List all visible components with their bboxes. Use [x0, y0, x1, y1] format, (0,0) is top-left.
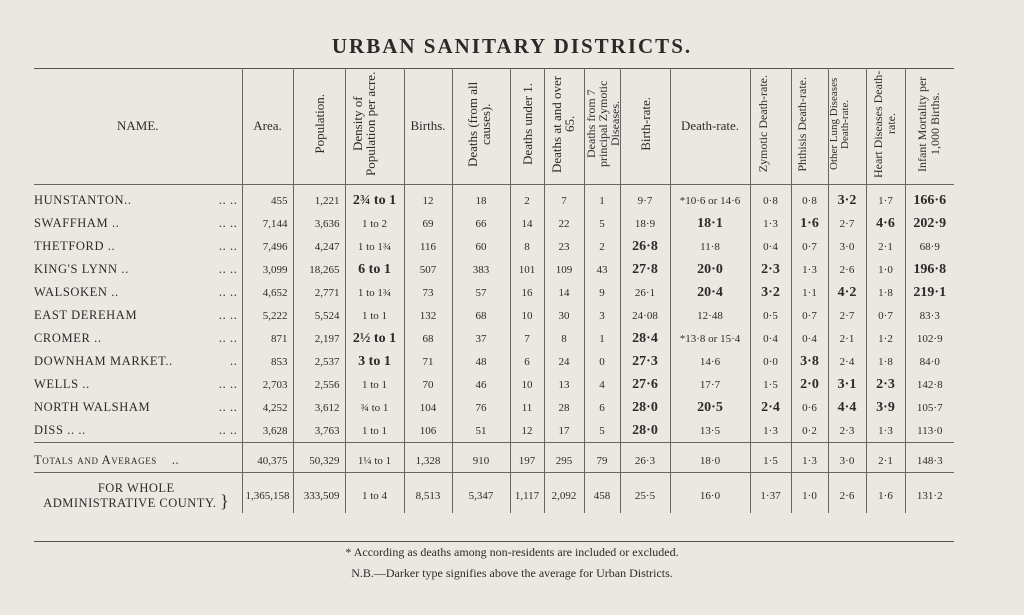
county-death-rate: 16·0 [670, 479, 750, 513]
cell-population: 3,612 [293, 396, 345, 419]
col-header-deaths-all: Deaths (from all causes). [452, 68, 510, 185]
bottom-rule [34, 541, 954, 542]
cell-infant: 166·6 [905, 189, 954, 212]
cell-deaths-under1: 11 [510, 396, 544, 419]
cell-population: 2,771 [293, 281, 345, 304]
totals-deaths-all: 910 [452, 449, 510, 473]
cell-phthisis-rate: 1·3 [791, 258, 828, 281]
cell-death-rate: 11·8 [670, 235, 750, 258]
cell-infant: 142·8 [905, 373, 954, 396]
district-name: EAST DEREHAM .. .. [34, 308, 238, 322]
table-row [34, 212, 954, 235]
cell-deaths-under1: 16 [510, 281, 544, 304]
cell-phthisis-rate: 1·6 [791, 212, 828, 235]
cell-deaths-under1: 14 [510, 212, 544, 235]
cell-lung-rate: 4·4 [828, 396, 866, 419]
cell-area: 2,703 [242, 373, 293, 396]
cell-deaths-over65: 23 [544, 235, 584, 258]
cell-area: 871 [242, 327, 293, 350]
cell-deaths-zymotic: 6 [584, 396, 620, 419]
cell-population: 2,197 [293, 327, 345, 350]
county-row [34, 479, 954, 513]
cell-infant: 219·1 [905, 281, 954, 304]
cell-births: 116 [404, 235, 452, 258]
cell-population: 4,247 [293, 235, 345, 258]
cell-deaths-under1: 8 [510, 235, 544, 258]
cell-population: 1,221 [293, 189, 345, 212]
county-infant: 131·2 [905, 479, 954, 513]
cell-density: 2¾ to 1 [345, 189, 404, 212]
cell-births: 71 [404, 350, 452, 373]
totals-infant: 148·3 [905, 449, 954, 473]
cell-heart-rate: 4·6 [866, 212, 905, 235]
cell-birth-rate: 27·6 [620, 373, 670, 396]
cell-zymotic-rate: 1·3 [750, 419, 791, 443]
cell-heart-rate: 1·2 [866, 327, 905, 350]
footnote-asterisk: * According as deaths among non-residents are included or excluded. [345, 545, 679, 559]
cell-population: 3,636 [293, 212, 345, 235]
cell-births: 73 [404, 281, 452, 304]
cell-deaths-zymotic: 5 [584, 212, 620, 235]
cell-zymotic-rate: 2·3 [750, 258, 791, 281]
col-header-deaths-zymotic: Deaths from 7 principal Zymotic Diseases. [584, 68, 620, 185]
cell-deaths-under1: 12 [510, 419, 544, 443]
cell-deaths-zymotic: 3 [584, 304, 620, 327]
cell-birth-rate: 24·08 [620, 304, 670, 327]
district-name: WELLS .. .. .. [34, 377, 238, 391]
cell-heart-rate: 1·8 [866, 350, 905, 373]
table-row [34, 419, 954, 443]
cell-phthisis-rate: 0·8 [791, 189, 828, 212]
cell-deaths-over65: 24 [544, 350, 584, 373]
totals-lung-rate: 3·0 [828, 449, 866, 473]
cell-zymotic-rate: 0·4 [750, 235, 791, 258]
county-heart-rate: 1·6 [866, 479, 905, 513]
totals-zymotic-rate: 1·5 [750, 449, 791, 473]
table-row [34, 189, 954, 212]
cell-density: 1 to 1 [345, 419, 404, 443]
cell-deaths-under1: 6 [510, 350, 544, 373]
cell-zymotic-rate: 1·3 [750, 212, 791, 235]
county-density: 1 to 4 [345, 479, 404, 513]
cell-heart-rate: 1·3 [866, 419, 905, 443]
table-row [34, 396, 954, 419]
cell-deaths-over65: 30 [544, 304, 584, 327]
cell-population: 3,763 [293, 419, 345, 443]
cell-density: 1 to 1¾ [345, 281, 404, 304]
col-header-deaths-under1: Deaths under 1. [510, 68, 544, 185]
district-name: WALSOKEN .. .. .. [34, 285, 238, 299]
cell-deaths-all: 18 [452, 189, 510, 212]
col-header-death-rate: Death-rate. [670, 68, 750, 185]
cell-area: 853 [242, 350, 293, 373]
cell-density: ¾ to 1 [345, 396, 404, 419]
cell-death-rate: *10·6 or 14·6 [670, 189, 750, 212]
cell-population: 5,524 [293, 304, 345, 327]
cell-deaths-over65: 8 [544, 327, 584, 350]
district-name: DISS .. .. .. .. [34, 423, 238, 437]
cell-infant: 68·9 [905, 235, 954, 258]
cell-deaths-all: 37 [452, 327, 510, 350]
cell-death-rate: 18·1 [670, 212, 750, 235]
totals-heart-rate: 2·1 [866, 449, 905, 473]
cell-deaths-over65: 28 [544, 396, 584, 419]
cell-births: 12 [404, 189, 452, 212]
cell-infant: 83·3 [905, 304, 954, 327]
cell-infant: 105·7 [905, 396, 954, 419]
totals-area: 40,375 [242, 449, 293, 473]
cell-deaths-zymotic: 1 [584, 327, 620, 350]
cell-death-rate: 14·6 [670, 350, 750, 373]
cell-area: 7,496 [242, 235, 293, 258]
cell-heart-rate: 3·9 [866, 396, 905, 419]
cell-deaths-over65: 17 [544, 419, 584, 443]
cell-deaths-all: 68 [452, 304, 510, 327]
cell-zymotic-rate: 0·8 [750, 189, 791, 212]
totals-population: 50,329 [293, 449, 345, 473]
cell-phthisis-rate: 2·0 [791, 373, 828, 396]
cell-population: 18,265 [293, 258, 345, 281]
county-area: 1,365,158 [242, 479, 293, 513]
totals-density: 1¼ to 1 [345, 449, 404, 473]
table-row [34, 327, 954, 350]
cell-death-rate: 12·48 [670, 304, 750, 327]
totals-row [34, 449, 954, 473]
cell-density: 1 to 1 [345, 373, 404, 396]
cell-heart-rate: 2·1 [866, 235, 905, 258]
district-name: DOWNHAM MARKET.. .. [34, 354, 238, 368]
cell-zymotic-rate: 2·4 [750, 396, 791, 419]
cell-lung-rate: 3·0 [828, 235, 866, 258]
cell-deaths-under1: 10 [510, 373, 544, 396]
cell-births: 70 [404, 373, 452, 396]
cell-deaths-all: 60 [452, 235, 510, 258]
cell-heart-rate: 1·0 [866, 258, 905, 281]
header-row [34, 68, 954, 185]
col-header-births: Births. [404, 68, 452, 185]
district-name: THETFORD .. .. .. [34, 239, 238, 253]
cell-deaths-zymotic: 5 [584, 419, 620, 443]
cell-phthisis-rate: 0·7 [791, 304, 828, 327]
col-header-phthisis-rate: Phthisis Death-rate. [791, 68, 828, 185]
county-phthisis-rate: 1·0 [791, 479, 828, 513]
county-births: 8,513 [404, 479, 452, 513]
cell-birth-rate: 26·8 [620, 235, 670, 258]
cell-deaths-zymotic: 2 [584, 235, 620, 258]
totals-deaths-over65: 295 [544, 449, 584, 473]
table-row [34, 304, 954, 327]
col-header-deaths-over65: Deaths at and over 65. [544, 68, 584, 185]
totals-phthisis-rate: 1·3 [791, 449, 828, 473]
cell-density: 3 to 1 [345, 350, 404, 373]
col-header-zymotic-rate: Zymotic Death-rate. [750, 68, 791, 185]
col-header-infant-mortality: Infant Mortality per 1,000 Births. [905, 68, 954, 185]
cell-density: 2½ to 1 [345, 327, 404, 350]
cell-deaths-under1: 10 [510, 304, 544, 327]
cell-deaths-all: 66 [452, 212, 510, 235]
cell-zymotic-rate: 0·4 [750, 327, 791, 350]
table-row [34, 258, 954, 281]
table-row [34, 281, 954, 304]
cell-heart-rate: 1·8 [866, 281, 905, 304]
district-name: KING'S LYNN .. .. .. [34, 262, 238, 276]
cell-births: 69 [404, 212, 452, 235]
cell-deaths-over65: 109 [544, 258, 584, 281]
cell-phthisis-rate: 0·7 [791, 235, 828, 258]
cell-infant: 113·0 [905, 419, 954, 443]
cell-birth-rate: 27·8 [620, 258, 670, 281]
cell-death-rate: 20·4 [670, 281, 750, 304]
cell-deaths-all: 383 [452, 258, 510, 281]
cell-zymotic-rate: 3·2 [750, 281, 791, 304]
county-population: 333,509 [293, 479, 345, 513]
cell-births: 104 [404, 396, 452, 419]
cell-lung-rate: 3·1 [828, 373, 866, 396]
cell-phthisis-rate: 0·4 [791, 327, 828, 350]
cell-birth-rate: 26·1 [620, 281, 670, 304]
cell-zymotic-rate: 0·5 [750, 304, 791, 327]
county-deaths-over65: 2,092 [544, 479, 584, 513]
cell-birth-rate: 9·7 [620, 189, 670, 212]
cell-birth-rate: 28·4 [620, 327, 670, 350]
cell-zymotic-rate: 1·5 [750, 373, 791, 396]
cell-deaths-over65: 13 [544, 373, 584, 396]
cell-infant: 196·8 [905, 258, 954, 281]
cell-population: 2,556 [293, 373, 345, 396]
cell-birth-rate: 28·0 [620, 419, 670, 443]
cell-area: 455 [242, 189, 293, 212]
cell-births: 68 [404, 327, 452, 350]
cell-density: 6 to 1 [345, 258, 404, 281]
cell-deaths-all: 57 [452, 281, 510, 304]
cell-phthisis-rate: 3·8 [791, 350, 828, 373]
county-zymotic-rate: 1·37 [750, 479, 791, 513]
cell-lung-rate: 4·2 [828, 281, 866, 304]
cell-phthisis-rate: 1·1 [791, 281, 828, 304]
cell-area: 3,099 [242, 258, 293, 281]
totals-birth-rate: 26·3 [620, 449, 670, 473]
cell-births: 132 [404, 304, 452, 327]
district-name: HUNSTANTON.. .. .. [34, 193, 238, 207]
page-title: URBAN SANITARY DISTRICTS. [331, 34, 693, 58]
cell-lung-rate: 2·3 [828, 419, 866, 443]
cell-infant: 102·9 [905, 327, 954, 350]
cell-death-rate: *13·8 or 15·4 [670, 327, 750, 350]
cell-heart-rate: 2·3 [866, 373, 905, 396]
cell-deaths-zymotic: 4 [584, 373, 620, 396]
county-deaths-all: 5,347 [452, 479, 510, 513]
cell-lung-rate: 2·7 [828, 212, 866, 235]
cell-deaths-over65: 7 [544, 189, 584, 212]
cell-lung-rate: 2·6 [828, 258, 866, 281]
cell-area: 4,252 [242, 396, 293, 419]
cell-deaths-zymotic: 1 [584, 189, 620, 212]
county-deaths-under1: 1,117 [510, 479, 544, 513]
col-header-density: Density of Population per acre. [345, 68, 404, 185]
cell-lung-rate: 2·4 [828, 350, 866, 373]
cell-death-rate: 20·5 [670, 396, 750, 419]
cell-area: 5,222 [242, 304, 293, 327]
cell-births: 106 [404, 419, 452, 443]
district-name: CROMER .. .. .. [34, 331, 238, 345]
cell-population: 2,537 [293, 350, 345, 373]
cell-heart-rate: 0·7 [866, 304, 905, 327]
cell-area: 3,628 [242, 419, 293, 443]
cell-deaths-all: 51 [452, 419, 510, 443]
cell-deaths-all: 76 [452, 396, 510, 419]
cell-infant: 202·9 [905, 212, 954, 235]
cell-deaths-over65: 22 [544, 212, 584, 235]
cell-deaths-zymotic: 9 [584, 281, 620, 304]
totals-death-rate: 18·0 [670, 449, 750, 473]
col-header-heart-rate: Heart Diseases Death-rate. [866, 68, 905, 185]
county-birth-rate: 25·5 [620, 479, 670, 513]
county-lung-rate: 2·6 [828, 479, 866, 513]
cell-death-rate: 13·5 [670, 419, 750, 443]
cell-lung-rate: 2·1 [828, 327, 866, 350]
cell-death-rate: 20·0 [670, 258, 750, 281]
cell-phthisis-rate: 0·2 [791, 419, 828, 443]
totals-deaths-zymotic: 79 [584, 449, 620, 473]
cell-density: 1 to 1¾ [345, 235, 404, 258]
totals-deaths-under1: 197 [510, 449, 544, 473]
cell-deaths-zymotic: 43 [584, 258, 620, 281]
cell-death-rate: 17·7 [670, 373, 750, 396]
totals-name: Totals and Averages .. [34, 453, 180, 467]
cell-area: 4,652 [242, 281, 293, 304]
cell-deaths-under1: 2 [510, 189, 544, 212]
cell-heart-rate: 1·7 [866, 189, 905, 212]
cell-lung-rate: 2·7 [828, 304, 866, 327]
col-header-lung-rate: Other Lung Diseases Death-rate. [828, 68, 866, 185]
cell-area: 7,144 [242, 212, 293, 235]
cell-lung-rate: 3·2 [828, 189, 866, 212]
cell-phthisis-rate: 0·6 [791, 396, 828, 419]
county-name: FOR WHOLE ADMINISTRATIVE COUNTY. } [43, 481, 230, 511]
col-header-name: NAME. [116, 118, 159, 133]
cell-deaths-all: 46 [452, 373, 510, 396]
district-name: NORTH WALSHAM .. .. [34, 400, 238, 414]
district-name: SWAFFHAM .. .. .. [34, 216, 238, 230]
cell-birth-rate: 18·9 [620, 212, 670, 235]
county-deaths-zymotic: 458 [584, 479, 620, 513]
sanitary-districts-table [34, 68, 954, 513]
table-row [34, 235, 954, 258]
cell-deaths-all: 48 [452, 350, 510, 373]
table-row [34, 350, 954, 373]
cell-deaths-under1: 7 [510, 327, 544, 350]
cell-deaths-zymotic: 0 [584, 350, 620, 373]
totals-births: 1,328 [404, 449, 452, 473]
cell-birth-rate: 27·3 [620, 350, 670, 373]
col-header-birth-rate: Birth-rate. [620, 68, 670, 185]
col-header-area: Area. [242, 68, 293, 185]
col-header-population: Population. [293, 68, 345, 185]
cell-density: 1 to 2 [345, 212, 404, 235]
cell-deaths-over65: 14 [544, 281, 584, 304]
cell-births: 507 [404, 258, 452, 281]
cell-density: 1 to 1 [345, 304, 404, 327]
footnote-nb: N.B.—Darker type signifies above the average for Urban Districts. [351, 566, 673, 580]
table-row [34, 373, 954, 396]
cell-zymotic-rate: 0·0 [750, 350, 791, 373]
cell-infant: 84·0 [905, 350, 954, 373]
cell-deaths-under1: 101 [510, 258, 544, 281]
cell-birth-rate: 28·0 [620, 396, 670, 419]
